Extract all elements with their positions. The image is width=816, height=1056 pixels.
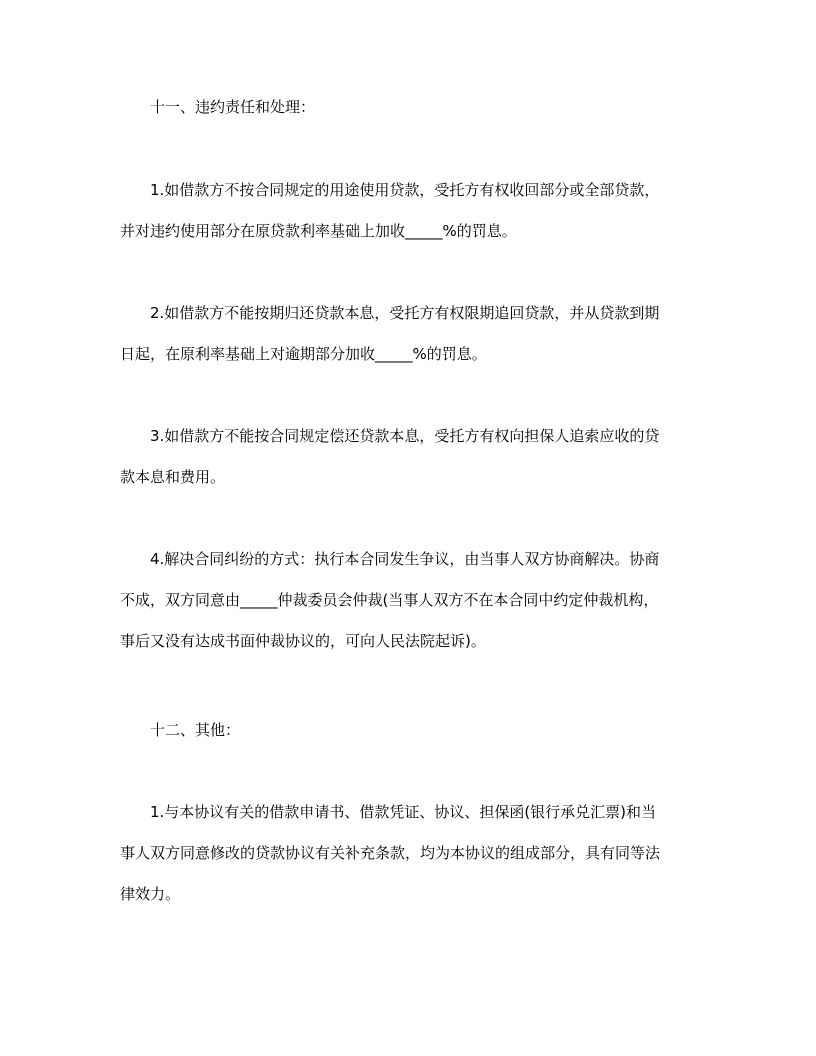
clause-11-3: [120, 416, 700, 498]
clause-11-2-line-2: 日起，在原利率基础上对逾期部分加收_____%的罚息。: [120, 345, 487, 363]
clause-11-4: [120, 539, 700, 662]
clause-11-3-line-1: 3.如借款方不能按合同规定偿还贷款本息，受托方有权向担保人追索应收的贷: [150, 427, 660, 445]
section-12-heading: 十二、其他：: [150, 721, 241, 739]
clause-11-2: [120, 293, 700, 375]
section-11-heading: 十一、违约责任和处理：: [150, 98, 316, 116]
clause-12-1-line-1: 1.与本协议有关的借款申请书、借款凭证、协议、担保函(银行承兑汇票)和当: [150, 803, 657, 821]
clause-11-1-line-2: 并对违约使用部分在原贷款利率基础上加收_____%的罚息。: [120, 222, 517, 240]
clause-11-3-line-2: 款本息和费用。: [120, 468, 226, 486]
clause-12-1-line-3: 律效力。: [120, 885, 181, 903]
clause-11-4-line-3: 事后又没有达成书面仲裁协议的，可向人民法院起诉)。: [120, 632, 486, 650]
clause-11-2-line-1: 2.如借款方不能按期归还贷款本息，受托方有权限期追回贷款，并从贷款到期: [150, 304, 660, 322]
clause-11-4-line-2: 不成，双方同意由_____仲裁委员会仲裁(当事人双方不在本合同中约定仲裁机构，: [120, 591, 659, 609]
clause-12-1-line-2: 事人双方同意修改的贷款协议有关补充条款，均为本协议的组成部分，具有同等法: [120, 844, 661, 862]
clause-11-1-line-1: 1.如借款方不按合同规定的用途使用贷款，受托方有权收回部分或全部贷款，: [150, 181, 660, 199]
clause-12-1: [120, 792, 700, 915]
clause-11-4-line-1: 4.解决合同纠纷的方式：执行本合同发生争议，由当事人双方协商解决。协商: [150, 550, 660, 568]
clause-11-1: [120, 170, 700, 252]
